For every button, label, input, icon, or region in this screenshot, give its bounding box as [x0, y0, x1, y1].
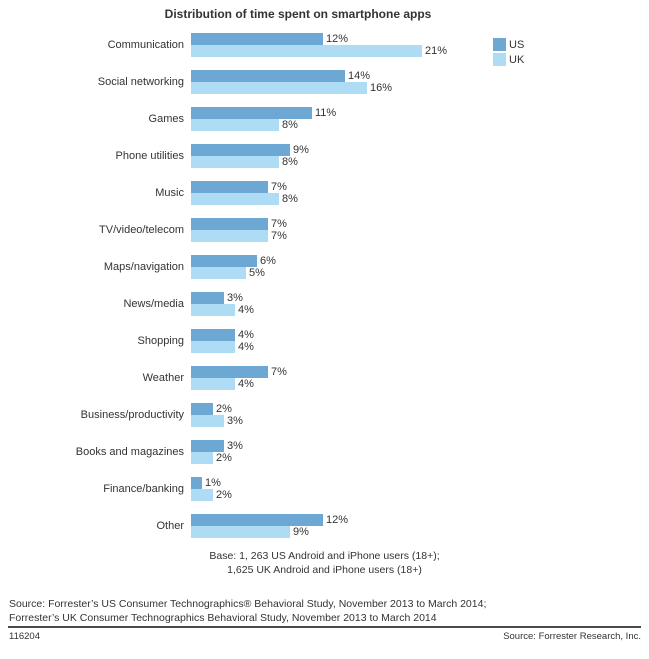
category-label: Games — [148, 113, 184, 125]
chart-row — [8, 292, 641, 316]
bar-line-us — [191, 70, 392, 82]
category-label: Finance/banking — [103, 483, 184, 495]
uk-value-label: 4% — [238, 341, 254, 353]
uk-value-label: 3% — [227, 415, 243, 427]
uk-value-label: 21% — [425, 45, 448, 57]
us-bar — [191, 329, 235, 341]
us-value-label: 1% — [205, 477, 221, 489]
bar-line-uk — [191, 156, 309, 168]
uk-bar — [191, 378, 235, 390]
bar-line-uk — [191, 341, 254, 353]
chart-row — [8, 440, 641, 464]
legend-label-us: US — [509, 38, 525, 51]
footer-doc-id: 116204 — [9, 631, 40, 642]
bar-group — [191, 292, 254, 316]
us-bar — [191, 218, 268, 230]
us-value-label: 7% — [271, 218, 287, 230]
bar-line-us — [191, 403, 243, 415]
uk-value-label: 8% — [282, 156, 298, 168]
us-bar — [191, 514, 323, 526]
base-note-line2: 1,625 UK Android and iPhone users (18+) — [227, 564, 422, 576]
category-label: Communication — [107, 39, 184, 51]
bar-line-uk — [191, 489, 232, 501]
us-bar — [191, 292, 224, 304]
us-value-label: 7% — [271, 181, 287, 193]
us-bar — [191, 107, 312, 119]
bar-line-uk — [191, 452, 243, 464]
bar-group — [191, 181, 298, 205]
us-value-label: 12% — [326, 33, 349, 45]
chart-row — [8, 107, 641, 131]
legend-label-uk: UK — [509, 53, 525, 66]
uk-bar — [191, 452, 213, 464]
source-note-line1: Source: Forrester’s US Consumer Technographics® Behavioral Study, November 2013 to March 2014; — [9, 598, 487, 610]
bar-group — [191, 144, 309, 168]
uk-value-label: 16% — [370, 82, 393, 94]
chart-row — [8, 329, 641, 353]
us-bar — [191, 144, 290, 156]
uk-value-label: 9% — [293, 526, 309, 538]
bar-line-uk — [191, 526, 348, 538]
bar-group — [191, 218, 287, 242]
bar-line-us — [191, 33, 447, 45]
uk-bar — [191, 230, 268, 242]
bar-group — [191, 329, 254, 353]
bar-line-us — [191, 440, 243, 452]
category-label: Other — [156, 520, 184, 532]
us-value-label: 7% — [271, 366, 287, 378]
bar-line-uk — [191, 378, 287, 390]
chart-row — [8, 33, 641, 57]
uk-bar — [191, 156, 279, 168]
us-value-label: 14% — [348, 70, 371, 82]
bar-group — [191, 477, 232, 501]
bar-line-us — [191, 329, 254, 341]
us-value-label: 12% — [326, 514, 349, 526]
base-note-line1: Base: 1, 263 US Android and iPhone users (18+); — [209, 550, 440, 562]
bar-line-us — [191, 218, 287, 230]
us-value-label: 6% — [260, 255, 276, 267]
bar-line-us — [191, 477, 232, 489]
chart-row — [8, 255, 641, 279]
source-note — [9, 597, 641, 625]
bar-line-uk — [191, 415, 243, 427]
chart-row — [8, 366, 641, 390]
bar-group — [191, 403, 243, 427]
category-label: TV/video/telecom — [99, 224, 184, 236]
plot-area — [8, 33, 641, 538]
chart-row — [8, 218, 641, 242]
us-bar — [191, 403, 213, 415]
category-label: Weather — [142, 372, 184, 384]
footer — [9, 631, 641, 642]
bar-line-uk — [191, 45, 447, 57]
us-value-label: 11% — [315, 107, 337, 119]
category-label: Business/productivity — [80, 409, 184, 421]
chart-row — [8, 181, 641, 205]
bar-line-us — [191, 514, 348, 526]
bar-line-us — [191, 366, 287, 378]
uk-bar — [191, 415, 224, 427]
bar-line-us — [191, 144, 309, 156]
bar-group — [191, 255, 276, 279]
bar-group — [191, 107, 336, 131]
bar-line-uk — [191, 230, 287, 242]
us-bar — [191, 366, 268, 378]
category-label: Social networking — [97, 76, 184, 88]
chart-row — [8, 144, 641, 168]
category-label: Books and magazines — [75, 446, 184, 458]
category-label: News/media — [123, 298, 184, 310]
us-value-label: 4% — [238, 329, 254, 341]
us-value-label: 3% — [227, 440, 243, 452]
chart-row — [8, 403, 641, 427]
chart-row — [8, 477, 641, 501]
bar-line-uk — [191, 82, 392, 94]
uk-bar — [191, 341, 235, 353]
bar-group — [191, 440, 243, 464]
bar-line-uk — [191, 193, 298, 205]
uk-value-label: 4% — [238, 304, 254, 316]
uk-bar — [191, 119, 279, 131]
bar-group — [191, 514, 348, 538]
chart-row — [8, 70, 641, 94]
us-value-label: 3% — [227, 292, 243, 304]
category-label: Shopping — [137, 335, 184, 347]
uk-value-label: 5% — [249, 267, 265, 279]
uk-bar — [191, 267, 246, 279]
uk-bar — [191, 304, 235, 316]
bar-group — [191, 33, 447, 57]
us-bar — [191, 33, 323, 45]
uk-value-label: 2% — [216, 452, 232, 464]
bar-line-us — [191, 255, 276, 267]
us-bar — [191, 181, 268, 193]
bar-line-us — [191, 107, 336, 119]
chart-row — [8, 514, 641, 538]
uk-value-label: 8% — [282, 119, 298, 131]
bar-line-us — [191, 181, 298, 193]
uk-value-label: 4% — [238, 378, 254, 390]
us-bar — [191, 440, 224, 452]
us-bar — [191, 255, 257, 267]
uk-bar — [191, 45, 422, 57]
bar-group — [191, 366, 287, 390]
chart-title: Distribution of time spent on smartphone apps — [164, 7, 432, 21]
uk-bar — [191, 526, 290, 538]
source-note-line2: Forrester’s UK Consumer Technographics Behavioral Study, November 2013 to March 2014 — [9, 612, 437, 624]
footer-rule — [8, 626, 641, 628]
uk-value-label: 8% — [282, 193, 298, 205]
us-bar — [191, 70, 345, 82]
bar-line-uk — [191, 119, 336, 131]
uk-value-label: 2% — [216, 489, 232, 501]
us-bar — [191, 477, 202, 489]
uk-bar — [191, 489, 213, 501]
category-label: Maps/navigation — [103, 261, 184, 273]
uk-bar — [191, 193, 279, 205]
base-note — [0, 549, 649, 577]
category-label: Music — [155, 187, 184, 199]
bar-line-us — [191, 292, 254, 304]
uk-bar — [191, 82, 367, 94]
bar-line-uk — [191, 267, 276, 279]
footer-source: Source: Forrester Research, Inc. — [503, 631, 641, 642]
bar-line-uk — [191, 304, 254, 316]
us-value-label: 2% — [216, 403, 232, 415]
category-label: Phone utilities — [115, 150, 184, 162]
uk-value-label: 7% — [271, 230, 287, 242]
bar-group — [191, 70, 392, 94]
us-value-label: 9% — [293, 144, 309, 156]
